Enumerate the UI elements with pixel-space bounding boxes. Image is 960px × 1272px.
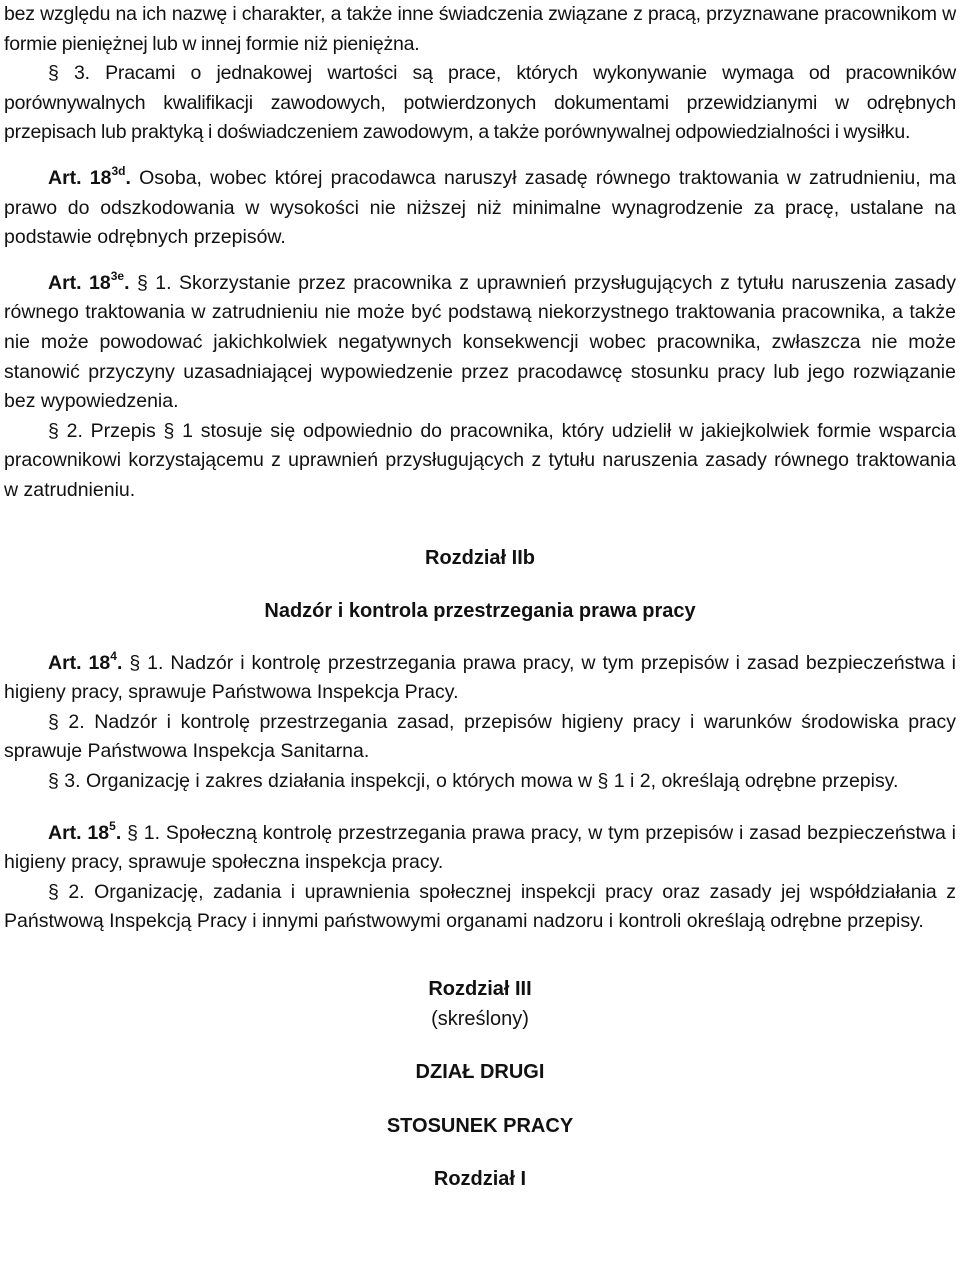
article-dot: . (124, 271, 130, 294)
chapter-iii-title: Rozdział III (428, 978, 532, 1001)
article-18-3d (4, 164, 956, 253)
article-18-5-par-2: § 2. Organizację, zadania i uprawnienia społecznej inspekcji pracy oraz zasady jej współdziałania z Państwową Inspekcją Pracy i innymi państwowymi organami nadzoru i kontroli określają odrębne przepisy. (4, 880, 956, 933)
article-text: § 1. Społeczną kontrolę przestrzegania prawa pracy, w tym przepisów i zasad bezpieczeństwa i higieny pracy, sprawuje społeczna inspekcja pracy. (4, 821, 956, 874)
article-superscript: 3e (110, 268, 125, 283)
article-18-4-par-2: § 2. Nadzór i kontrolę przestrzegania zasad, przepisów higieny pracy i warunków środowiska pracy sprawuje Państwowa Inspekcja Sanitarna. (4, 710, 956, 763)
paragraph-par-3: § 3. Pracami o jednakowej wartości są prace, których wykonywanie wymaga od pracowników porównywalnych kwalifikacji zawodowych, potwierdzonych dokumentami przewidzianymi w odrębnych przepisach lub praktyką i doświadczeniem zawodowym, a także porównywalnej odpowiedzialności i wysiłku. (4, 62, 956, 144)
article-label: Art. 18 (48, 166, 112, 189)
article-18-3e-par-2: § 2. Przepis § 1 stosuje się odpowiednio do pracownika, który udzielił w jakiejkolwiek formie wsparcia pracownikowi korzystającemu z uprawnień przysługujących z tytułu naruszenia zasady równego traktowania w zatrudnieniu. (4, 419, 956, 501)
article-18-3e (4, 269, 956, 417)
chapter-iib-title: Rozdział IIb (425, 546, 535, 569)
article-dot: . (125, 166, 131, 189)
article-superscript: 4 (110, 648, 117, 663)
article-18-5 (4, 819, 956, 878)
article-label: Art. 18 (48, 821, 110, 844)
article-text: § 1. Nadzór i kontrolę przestrzegania prawa pracy, w tym przepisów i zasad bezpieczeństwa i higieny pracy, sprawuje Państwowa Inspekcja Pracy. (4, 651, 956, 704)
article-label: Art. 18 (48, 271, 111, 294)
article-label: Art. 18 (48, 651, 111, 674)
article-dot: . (116, 651, 123, 674)
article-superscript: 3d (111, 163, 126, 178)
chapter-i-title: Rozdział I (433, 1168, 527, 1191)
article-superscript: 5 (109, 818, 116, 833)
paragraph-continuation: bez względu na ich nazwę i charakter, a także inne świadczenia związane z pracą, przyznawane pracownikom w formie pieniężnej lub w innej formie niż pieniężna. (4, 3, 956, 55)
article-18-4 (4, 649, 956, 708)
article-18-4-par-3: § 3. Organizację i zakres działania inspekcji, o których mowa w § 1 i 2, określają odrębne przepisy. (48, 770, 899, 793)
article-dot: . (115, 821, 122, 844)
article-text: Osoba, wobec której pracodawca naruszył zasadę równego traktowania w zatrudnieniu, ma prawo do odszkodowania w wysokości nie niższej niż minimalne wynagrodzenie za pracę, ustalane na podstawie odrębnych przepisów. (4, 166, 956, 249)
chapter-iib-subtitle: Nadzór i kontrola przestrzegania prawa pracy (264, 600, 696, 623)
division-title: DZIAŁ DRUGI (415, 1061, 545, 1084)
chapter-iii-note: (skreślony) (431, 1007, 529, 1030)
article-text: § 1. Skorzystanie przez pracownika z uprawnień przysługujących z tytułu naruszenia zasady równego traktowania w zatrudnieniu nie może być podstawą niekorzystnego traktowania pracownika, a także nie może powodować jakichkolwiek negatywnych konsekwencji wobec pracownika, zwłaszcza nie może stanowić przyczyny uzasadniającej wypowiedzenie przez pracodawcę stosunku pracy lub jego rozwiązanie bez wypowiedzenia. (4, 271, 956, 413)
division-subtitle: STOSUNEK PRACY (386, 1114, 574, 1137)
